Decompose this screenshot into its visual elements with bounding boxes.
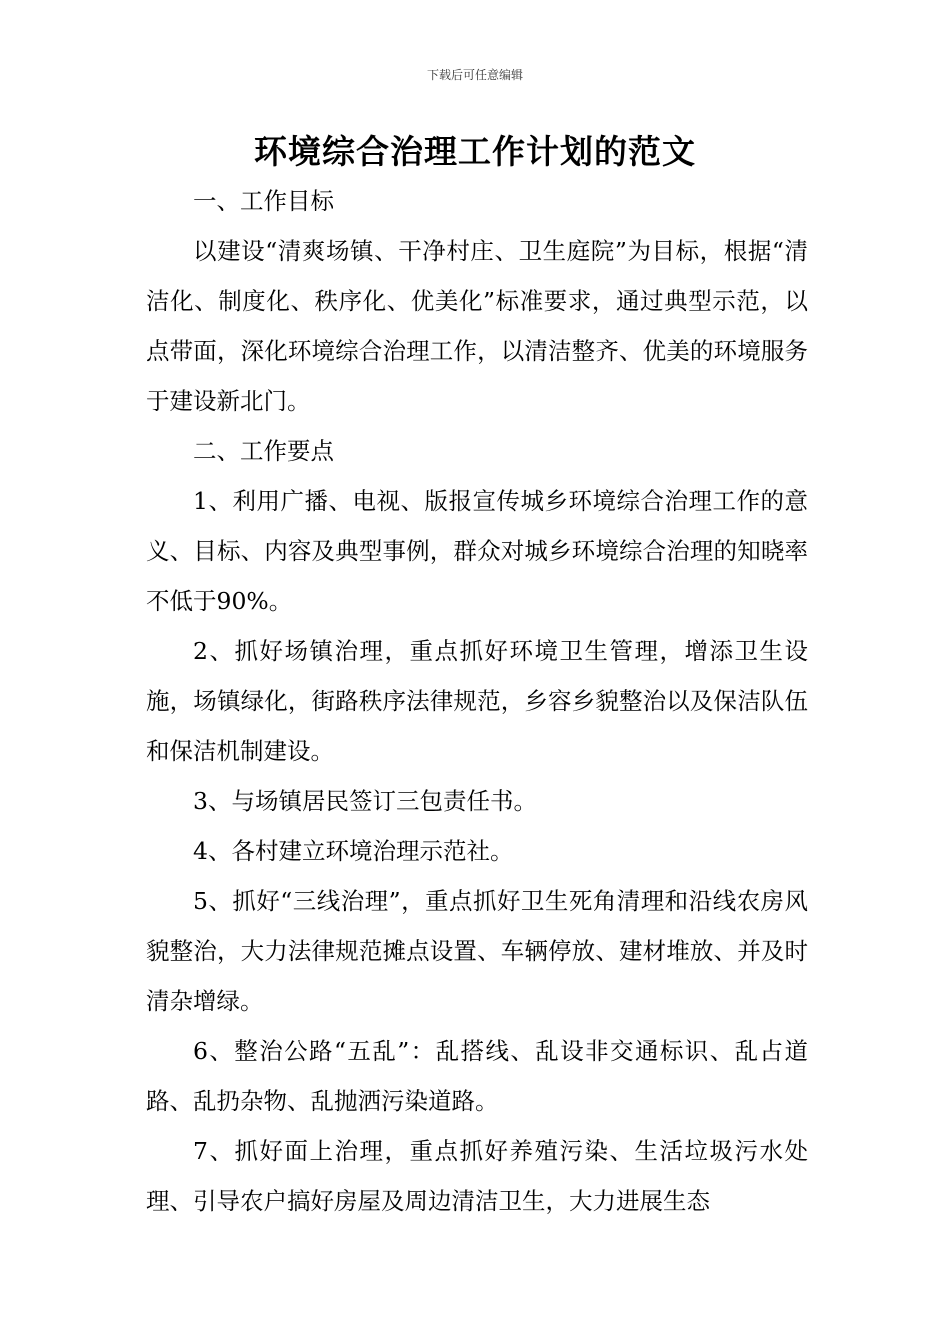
- paragraph-item-7: 7、抓好面上治理，重点抓好养殖污染、生活垃圾污水处理、引导农户搞好房屋及周边清洁卫生，大力进展生态: [146, 1137, 808, 1215]
- header-note: 下载后可任意编辑: [426, 68, 523, 82]
- paragraph-item-1: 1、利用广播、电视、版报宣传城乡环境综合治理工作的意义、目标、内容及典型事例，群众对城乡环境综合治理的知晓率不低于90%。: [146, 487, 808, 615]
- document-title: 环境综合治理工作计划的范文: [254, 132, 696, 171]
- paragraph-item-6: 6、整治公路“五乱”：乱搭线、乱设非交通标识、乱占道路、乱扔杂物、乱抛洒污染道路。: [146, 1037, 808, 1115]
- paragraph-item-5: 5、抓好“三线治理”，重点抓好卫生死角清理和沿线农房风貌整治，大力法律规范摊点设置、车辆停放、建材堆放、并及时清杂增绿。: [146, 887, 808, 1015]
- document-body: [146, 176, 808, 1226]
- section-heading-key-points: 二、工作要点: [193, 437, 334, 465]
- paragraph-item-3: 3、与场镇居民签订三包责任书。: [193, 787, 537, 815]
- paragraph-goal: 以建设“清爽场镇、干净村庄、卫生庭院”为目标，根据“清洁化、制度化、秩序化、优美化”标准要求，通过典型示范，以点带面，深化环境综合治理工作，以清洁整齐、优美的环境服务于建设新北门。: [146, 237, 808, 415]
- section-heading-goal: 一、工作目标: [193, 187, 334, 215]
- paragraph-item-2: 2、抓好场镇治理，重点抓好环境卫生管理，增添卫生设施，场镇绿化，街路秩序法律规范，乡容乡貌整治以及保洁队伍和保洁机制建设。: [146, 637, 808, 765]
- paragraph-item-4: 4、各村建立环境治理示范社。: [193, 837, 514, 865]
